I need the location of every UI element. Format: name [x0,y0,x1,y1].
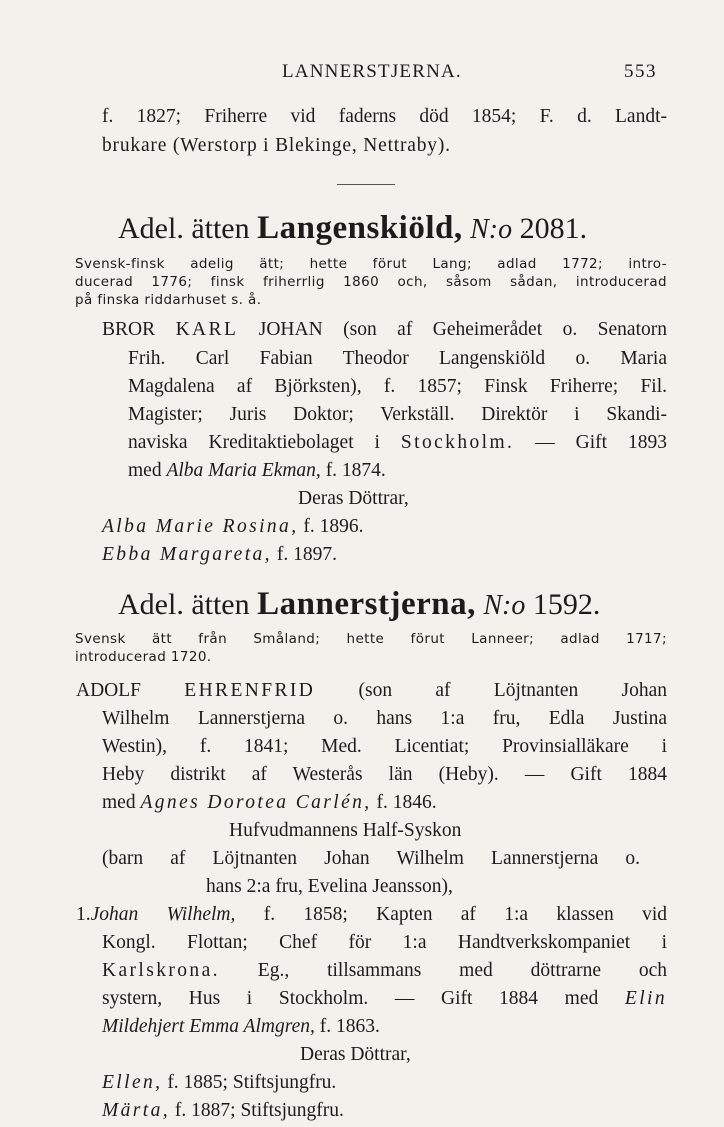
entry-text: Magdalena af Björksten), f. 1857; Finsk Friherre; Fil. [128,376,667,397]
entry-text: Mildehjert Emma Almgren, f. 1863. [102,1016,380,1037]
entry-text: Wilhelm Lannerstjerna o. hans 1:a fru, Edla Justina [102,708,667,729]
entry-text: Kongl. Flottan; Chef för 1:a Handtverkskompaniet i [102,932,667,953]
daughter-entry: Märta, f. 1887; Stiftsjungfru. [102,1100,344,1121]
family-description: Svensk ätt från Småland; hette förut Lanneer; adlad 1717; [75,631,667,647]
entry-text: hans 2:a fru, Evelina Jeansson), [206,876,453,897]
sibling-entry: 1.Johan Wilhelm, f. 1858; Kapten af 1:a klassen vid [76,904,668,925]
entry-text: Westin), f. 1841; Med. Licentiat; Provinsialläkare i [102,736,667,757]
head-of-family-entry: BROR KARL JOHAN (son af Geheimerådet o. Senatorn [102,319,668,340]
running-title: LANNERSTJERNA. [282,61,462,82]
entry-text: med Alba Maria Ekman, f. 1874. [128,460,386,481]
daughter-entry: Alba Marie Rosina, f. 1896. [102,516,364,537]
entry-text: systern, Hus i Stockholm. — Gift 1884 med Elin [102,988,667,1009]
family-description: Svensk-finsk adelig ätt; hette förut Lang; adlad 1772; intro- [75,256,667,272]
entry-text: Frih. Carl Fabian Theodor Langenskiöld o. Maria [128,348,667,369]
entry-text: Heby distrikt af Westerås län (Heby). — Gift 1884 [102,764,667,785]
half-siblings-heading: Hufvudmannens Half-Syskon [229,820,462,841]
daughter-entry: Ebba Margareta, f. 1897. [102,544,337,565]
family-description: på finska riddarhuset s. å. [75,292,262,308]
daughters-heading: Deras Döttrar, [300,1044,411,1065]
entry-text: (barn af Löjtnanten Johan Wilhelm Lannerstjerna o. [102,848,640,869]
entry-text: Karlskrona. Eg., tillsammans med döttrarne och [102,960,668,981]
daughter-entry: Ellen, f. 1885; Stiftsjungfru. [102,1072,337,1093]
daughters-heading: Deras Döttrar, [298,488,409,509]
spouse-name: Alba Maria Ekman, [166,460,321,481]
spouse-name: Agnes Dorotea Carlén, [140,792,372,813]
page-number: 553 [624,61,657,82]
entry-text: Magister; Juris Doktor; Verkställ. Direktör i Skandi- [128,404,667,425]
family-description: introducerad 1720. [75,649,212,665]
section-title-langenskiold: Adel. ätten Langenskiöld, N:o 2081. [118,210,588,246]
entry-text: naviska Kreditaktiebolaget i Stockholm. — Gift 1893 [128,432,668,453]
entry-text: med Agnes Dorotea Carlén, f. 1846. [102,792,437,813]
intro-line-1: f. 1827; Friherre vid faderns död 1854; F. d. Landt- [102,106,667,127]
head-of-family-entry: ADOLF EHRENFRID (son af Löjtnanten Johan [76,680,667,701]
separator-rule [337,184,395,185]
family-description: ducerad 1776; finsk friherrlig 1860 och, såsom sådan, introducerad [75,274,667,290]
section-title-lannerstjerna: Adel. ätten Lannerstjerna, N:o 1592. [118,586,601,622]
intro-line-2: brukare (Werstorp i Blekinge, Nettraby). [102,135,451,156]
family-name: Langenskiöld, [257,210,463,246]
family-name: Lannerstjerna, [257,586,476,622]
